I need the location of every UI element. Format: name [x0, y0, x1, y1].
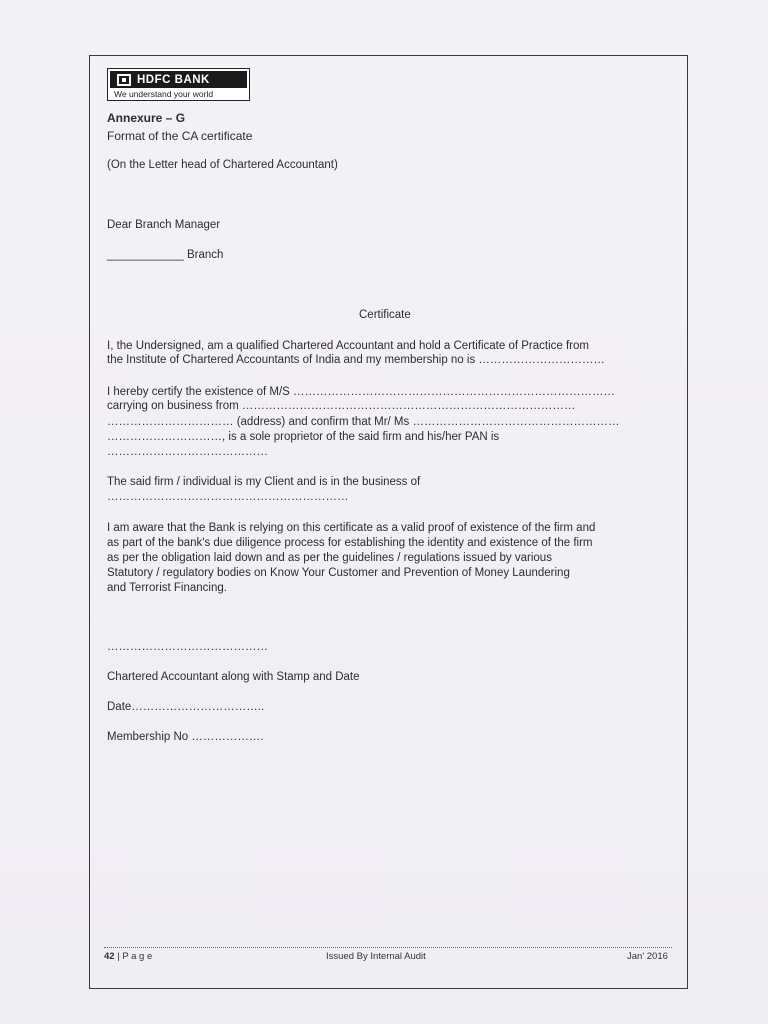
paragraph-line: …………………………, is a sole proprietor of the said firm and his/her PAN is [107, 431, 500, 443]
logo-name: HDFC BANK [137, 73, 210, 86]
page-number: 42 [104, 951, 115, 962]
paragraph-line: ……………………………………………………… [107, 491, 349, 503]
footer-date: Jan' 2016 [627, 951, 668, 962]
paragraph-line: Statutory / regulatory bodies on Know Your Customer and Prevention of Money Laundering [107, 567, 570, 579]
logo-band [110, 71, 247, 88]
logo-tagline: We understand your world [114, 89, 214, 99]
format-heading: Format of the CA certificate [107, 129, 253, 143]
certificate-title: Certificate [359, 309, 411, 321]
paragraph-line: I am aware that the Bank is relying on this certificate as a valid proof of existence of the firm and [107, 522, 596, 534]
signature-dots: …………………………………… [107, 641, 268, 653]
paragraph-line: the Institute of Chartered Accountants of India and my membership no is …………………………… [107, 354, 605, 366]
hdfc-bank-logo [107, 68, 250, 101]
paragraph-line: and Terrorist Financing. [107, 582, 227, 594]
salutation: Dear Branch Manager [107, 219, 221, 231]
branch-line: ____________ Branch [107, 249, 224, 261]
paragraph-line: as per the obligation laid down and as per the guidelines / regulations issued by various [107, 552, 552, 564]
paragraph-line: carrying on business from …………………………………………………………………………… [107, 400, 576, 412]
footer-center: Issued By Internal Audit [326, 951, 426, 962]
membership-field: Membership No ………………. [107, 731, 264, 743]
footer-page: 42 | P a g e [104, 951, 153, 962]
page-word: P a g e [122, 951, 153, 962]
date-field: Date…………………………….. [107, 701, 265, 713]
hdfc-logo-icon [117, 74, 131, 86]
paragraph-line: …………………………… (address) and confirm that Mr/ Ms ……………………………………………… [107, 416, 620, 428]
letterhead-note: (On the Letter head of Chartered Accountant) [107, 159, 338, 171]
signature-label: Chartered Accountant along with Stamp and Date [107, 671, 360, 683]
annexure-heading: Annexure – G [107, 111, 186, 125]
paragraph-line: I, the Undersigned, am a qualified Chartered Accountant and hold a Certificate of Practice from [107, 340, 589, 352]
paragraph-line: The said firm / individual is my Client and is in the business of [107, 476, 421, 488]
paragraph-line: …………………………………… [107, 446, 268, 458]
footer-divider [104, 947, 672, 948]
paragraph-line: I hereby certify the existence of M/S ………………………………………………………………………… [107, 386, 615, 398]
paragraph-line: as part of the bank's due diligence process for establishing the identity and existence of the firm [107, 537, 593, 549]
